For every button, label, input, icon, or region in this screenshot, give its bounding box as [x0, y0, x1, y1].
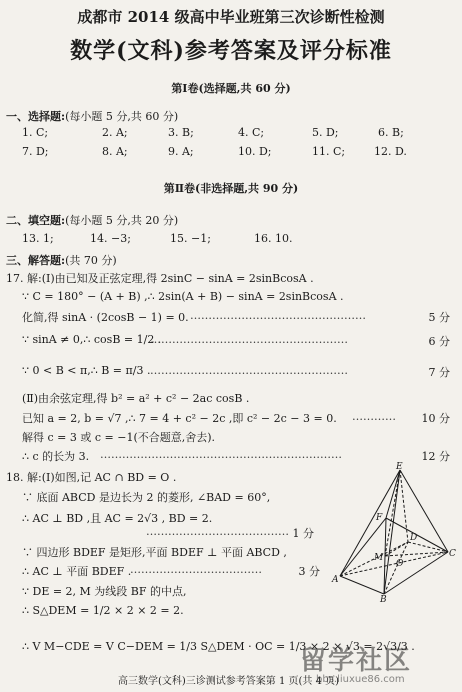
- answer-item: 6. B;: [378, 126, 404, 139]
- dot-leader: …………………………………: [146, 525, 289, 538]
- label-B: B: [380, 595, 387, 602]
- q18-line-1: 18. 解:(Ⅰ)如图,记 AC ∩ BD = O .: [6, 471, 177, 484]
- q17-line-8: 解得 c = 3 或 c = −1(不合题意,舍去).: [22, 431, 216, 444]
- document-title: 数学(文科)参考答案及评分标准: [70, 38, 392, 64]
- fill-section-note: (每小题 5 分,共 20 分): [65, 214, 179, 227]
- answer-item: 2. A;: [102, 126, 128, 139]
- answer-item: 12. D.: [374, 145, 407, 158]
- dot-leader: …………: [352, 410, 396, 423]
- score-mark: 5 分: [428, 311, 450, 324]
- label-O: O: [396, 559, 404, 569]
- label-E: E: [396, 462, 403, 472]
- choice-section-note: (每小题 5 分,共 60 分): [65, 110, 179, 123]
- answer-item: 16. 10.: [254, 232, 293, 245]
- q18-line-3: ∴ AC ⊥ BD ,且 AC = 2√3 , BD = 2.: [22, 512, 213, 525]
- solve-section-heading: [6, 252, 117, 268]
- label-C: C: [449, 549, 456, 559]
- q17-line-2: ∵ C = 180° − (A + B) ,∴ 2sin(A + B) − sinA = 2sinBcosA .: [22, 290, 344, 303]
- choice-section-heading: [6, 108, 178, 124]
- label-F: F: [376, 513, 383, 523]
- label-D: D: [410, 533, 418, 543]
- score-mark: 12 分: [421, 450, 450, 463]
- answer-item: 8. A;: [102, 145, 128, 158]
- solve-section-note: (共 70 分): [65, 254, 117, 267]
- answer-item: 3. B;: [168, 126, 194, 139]
- q17-line-9: ∴ c 的长为 3.: [22, 450, 90, 463]
- score-mark: 7 分: [428, 366, 450, 379]
- label-A: A: [332, 575, 339, 585]
- q17-line-5: ∵ 0 < B < π,∴ B = π/3 .: [22, 364, 151, 377]
- q18-line-7: ∴ S△DEM = 1/2 × 2 × 2 = 2.: [22, 604, 184, 617]
- answer-item: 7. D;: [22, 145, 49, 158]
- dot-leader: ………………………………: [130, 563, 262, 576]
- page-footer: 高三数学(文科)三诊测试参考答案第 1 页(共 4 页): [118, 676, 340, 687]
- q17-line-4: ∵ sinA ≠ 0,∴ cosB = 1/2 .: [22, 333, 162, 346]
- watermark-url: bbs.liuxue86.com: [316, 674, 405, 685]
- exam-title: 成都市 2014 级高中毕业班第三次诊断性检测: [77, 8, 385, 26]
- fill-section-label: 二、填空题:: [6, 214, 66, 227]
- dot-leader: …………………………………………: [190, 309, 366, 322]
- q18-line-6: ∵ DE = 2, M 为线段 BF 的中点,: [22, 585, 187, 598]
- answer-item: 15. −1;: [170, 232, 211, 245]
- answer-item: 11. C;: [312, 145, 346, 158]
- part2-title: 第Ⅱ卷(非选择题,共 90 分): [163, 182, 299, 195]
- score-mark: 1 分: [292, 527, 314, 540]
- answer-item: 1. C;: [22, 126, 49, 139]
- dot-leader: …………………………………………………………: [100, 448, 342, 461]
- score-mark: 3 分: [298, 565, 320, 578]
- watermark-logo: 留学社区: [300, 646, 413, 676]
- q17-line-1: 17. 解:(Ⅰ)由已知及正弦定理,得 2sinC − sinA = 2sinBcosA .: [6, 272, 314, 285]
- answer-item: 10. D;: [238, 145, 272, 158]
- q18-line-4: ∵ 四边形 BDEF 是矩形,平面 BDEF ⊥ 平面 ABCD ,: [22, 546, 287, 559]
- score-mark: 6 分: [428, 335, 450, 348]
- pyramid-figure: [330, 462, 456, 602]
- q18-line-8: ∴ V M−CDE = V C−DEM = 1/3 S△DEM · OC = 1/3 × 2 × √3 = 2√3/3 .: [22, 640, 415, 653]
- answer-item: 4. C;: [238, 126, 265, 139]
- fill-section-heading: [6, 212, 178, 228]
- q18-line-5: ∴ AC ⊥ 平面 BDEF .: [22, 565, 132, 578]
- q17-line-6: (Ⅱ)由余弦定理,得 b² = a² + c² − 2ac cosB .: [22, 392, 250, 405]
- answer-item: 9. A;: [168, 145, 194, 158]
- part1-title: 第Ⅰ卷(选择题,共 60 分): [171, 82, 291, 95]
- dot-leader: ………………………………………………: [150, 333, 348, 346]
- q17-line-7: 已知 a = 2, b = √7 ,∴ 7 = 4 + c² − 2c ,即 c² − 2c − 3 = 0.: [22, 412, 337, 425]
- choice-section-label: 一、选择题:: [6, 110, 66, 123]
- answer-item: 14. −3;: [90, 232, 131, 245]
- label-M: M: [374, 553, 384, 563]
- answer-item: 5. D;: [312, 126, 339, 139]
- dot-leader: ………………………………………………: [150, 364, 348, 377]
- score-mark: 10 分: [421, 412, 450, 425]
- solve-section-label: 三、解答题:: [6, 254, 66, 267]
- answer-item: 13. 1;: [22, 232, 54, 245]
- q18-line-2: ∵ 底面 ABCD 是边长为 2 的菱形, ∠BAD = 60°,: [22, 491, 271, 504]
- q17-line-3: 化简,得 sinA · (2cosB − 1) = 0.: [22, 311, 189, 324]
